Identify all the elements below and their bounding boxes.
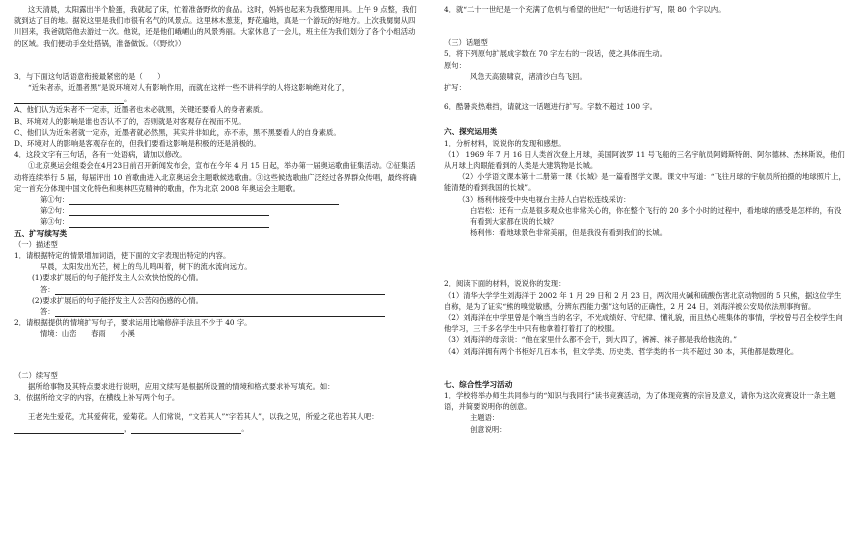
subsection-3: （三）话题型 — [444, 38, 488, 48]
passage-paragraph: 这天清晨，太阳露出半个脸蛋，我就起了床，忙着准备野炊的食品。这时，妈妈也起来为我整理用具。上午 9 点整，我们就到达了目的地。据说这里是我们市很有名气的风景点。这里林木葱茏，野花遍地，真是一个游玩的好地方。上次我舅舅从四川回来，我爸就陪他去游过一次。他说，还是他们峨嵋山的风景秀丽。大家休息了一会儿，班主任为我们划分了各个小组活动的区域。我们便动手垒灶搭锅，准备做饭。（《野炊》） — [14, 5, 417, 48]
subsection-2-text: 据所给事物及其特点要求进行说明，应用文续写是根据所设置的情境和格式要求补写填充。如： — [28, 381, 335, 391]
question-1-part-2: (2)要求扩展后的句子能抒发主人公苦闷伤感的心情。 — [32, 295, 203, 305]
fix-sentence-2: 第②句： — [14, 205, 418, 216]
question-5: 5．将下列原句扩展成字数在 70 字左右的一段话，使之具体而生动。 — [444, 49, 667, 59]
question-3-quote: “近朱者赤，近墨者黑”是说环境对人有影响作用，而就在这样一些不讲科学的人将这影响绝对化了，。 — [14, 82, 418, 104]
section-6-heading: 六、探究运用类 — [444, 127, 498, 137]
answer-line[interactable] — [14, 425, 124, 434]
question-4-right: 4．就“二十一世纪是一个充满了危机与希望的世纪”一句话进行扩写，限 80 个字以内。 — [444, 5, 726, 14]
idea-label: 创意说明： — [470, 424, 507, 434]
subsection-1: （一）描述型 — [14, 239, 58, 249]
answer-line[interactable] — [55, 308, 385, 317]
question-1-part-1: (1)要求扩展后的句子能抒发主人公欢快怡悦的心情。 — [32, 273, 203, 283]
left-column — [14, 4, 418, 434]
answer-line[interactable] — [69, 219, 269, 228]
reading-4: （4）刘海洋拥有两个书柜好几百本书，但文学类、历史类、哲学类的书一共不超过 30 本，其他都是数理化。 — [444, 346, 799, 356]
question-6: 6．酷暑炎热难挡，请就这一话题进行扩写。字数不超过 100 字。 — [444, 102, 657, 112]
option-c: C、他们认为近朱者就一定赤，近墨者就必然黑，其实并非如此，赤不赤，黑不黑要看人的自身素质。 — [14, 127, 341, 137]
subsection-2: （二）续写型 — [14, 370, 58, 380]
bai-yansong-line: 白岩松：还有一点是很多观众也非常关心的，你在整个飞行的 20 多个小时的过程中，看地球的感受是怎样的，有没有看到大家都在说的长城？ — [470, 205, 842, 227]
answer-label: 答： — [40, 284, 55, 294]
theme-label: 主题语： — [470, 413, 500, 423]
answer-label: 答： — [40, 307, 55, 317]
yang-liwei-line: 杨利伟：看地球景色非常美丽，但是我没有看到我们的长城。 — [470, 228, 668, 238]
question-7: 1．学校将举办师生共同参与的“知识与我同行”读书竞赛活动，为了体现竞赛的宗旨及意义，请你为这次竞赛设计一条主题语，并简要说明你的创意。 — [444, 391, 836, 412]
answer-line[interactable] — [131, 425, 241, 434]
blank-line[interactable] — [14, 95, 124, 104]
question-2: 2．请根据提供的情境扩写句子，要求运用比喻修辞手法且不少于 40 字。 — [14, 318, 252, 328]
option-b: B、环境对人的影响是谁也否认不了的，否则就是对客观存在视而不见。 — [14, 116, 246, 126]
fix-sentence-3: 第③句： — [14, 216, 418, 227]
question-1: 1．请根据特定的情景增加词语，使下面的文字表现出特定的内容。 — [14, 251, 231, 261]
material-3: （3）杨利伟接受中央电视台主持人白岩松连线采访： — [458, 194, 631, 204]
reading-3: （3）刘海洋的母亲说：“他在家里什么都不会干，到大四了，裤裤、袜子都是我给他洗的。” — [444, 335, 738, 345]
question-1-text: 早晨，太阳发出光芒，树上的鸟儿鸣叫着，树下的流水流向远方。 — [40, 262, 252, 272]
question-3: 3．与下面这句话语意衔接最紧密的是（ ） — [14, 71, 165, 81]
original-sentence: 风急天高猿啸哀，渚清沙白鸟飞回。 — [470, 71, 587, 81]
fix-sentence-1: 第①句： — [14, 194, 418, 205]
question-4-text: ①北京奥运会组委会在4月23日前召开新闻发布会，宣布在今年 4 月 15 日起，举办第一届奥运歌曲征集活动。②征集活动将连续举行 5 届，每届评出 10 首歌曲进入北京奥运会主题歌候选歌曲。③这些候选歌曲广泛经过各界群众传唱，最终将确定一首充分体现中国文化特色和奥林匹克精神的歌曲，作为北京 2008 年奥运会主题歌。 — [14, 161, 417, 193]
right-column — [444, 4, 848, 435]
question-3b: 3．依据所给文字的内容，在横线上补写两个句子。 — [14, 393, 180, 403]
reading-1: （1）清华大学学生刘海洋于 2002 年 1 月 29 日和 2 月 23 日，两次用火碱和硫酸伤害北京动物园的 5 只熊，据这位学生自称，是为了证实“熊的嗅觉敏感，分辨东西能力强”这句话的正确性，2 月 24 日，刘海洋被公安局依法刑事拘留。 — [444, 290, 842, 311]
section-5-heading: 五、扩写续写类 — [14, 228, 68, 238]
material-1: （1） 1969 年 7 月 16 日人类首次登上月球，美国阿波罗 11 号飞船的三名宇航员阿姆斯特朗、阿尔德林、杰林斯说，他们从月球上肉眼能看到的人类是大建筑物是长城。 — [444, 149, 845, 171]
question-4: 4．这段文字有三句话，各有一处语病，请加以修改。 — [14, 150, 187, 160]
expand-label: 扩写： — [444, 83, 466, 93]
option-a: A、他们认为近朱者不一定赤，近墨者也未必就黑，关键还要看人的身者素质。 — [14, 105, 268, 115]
question-1-right: 1．分析材料，说说你的发现和感想。 — [444, 138, 566, 148]
question-2-right: 2．阅读下面的材料，说说你的发现： — [444, 279, 566, 289]
question-2-scene: 情境：山峦 春雨 小溪 — [40, 329, 135, 339]
reading-2: （2）刘海洋在中学里曾是个响当当的名字，不光成绩好、守纪律、懂礼貌，而且热心班集体的事情，学校曾号召全校学生向他学习，三千多名学生中只有他拿着打着打了的校服。 — [444, 313, 843, 334]
option-d: D、环境对人的影响是客观存在的，但我们要看这影响是积极的还是消极的。 — [14, 139, 261, 149]
answer-line[interactable] — [55, 286, 385, 295]
answer-line[interactable] — [69, 196, 339, 205]
material-2: （2）小学语文课本第十二册第一课《长城》是一篇看图学文课。课文中写道：“飞往月球的宇航员所拍摄的地球照片上，能清楚的看到我国的长城”。 — [444, 172, 846, 193]
original-label: 原句： — [444, 60, 466, 70]
answer-line[interactable] — [69, 207, 269, 216]
question-3b-text: 王老先生爱花，尤其爱荷花，爱菊花。人们常说，“文若其人”“字若其人”，以我之见，所爱之花也若其人吧：， 。 — [14, 411, 418, 433]
section-7-heading: 七、综合性学习活动 — [444, 379, 513, 389]
